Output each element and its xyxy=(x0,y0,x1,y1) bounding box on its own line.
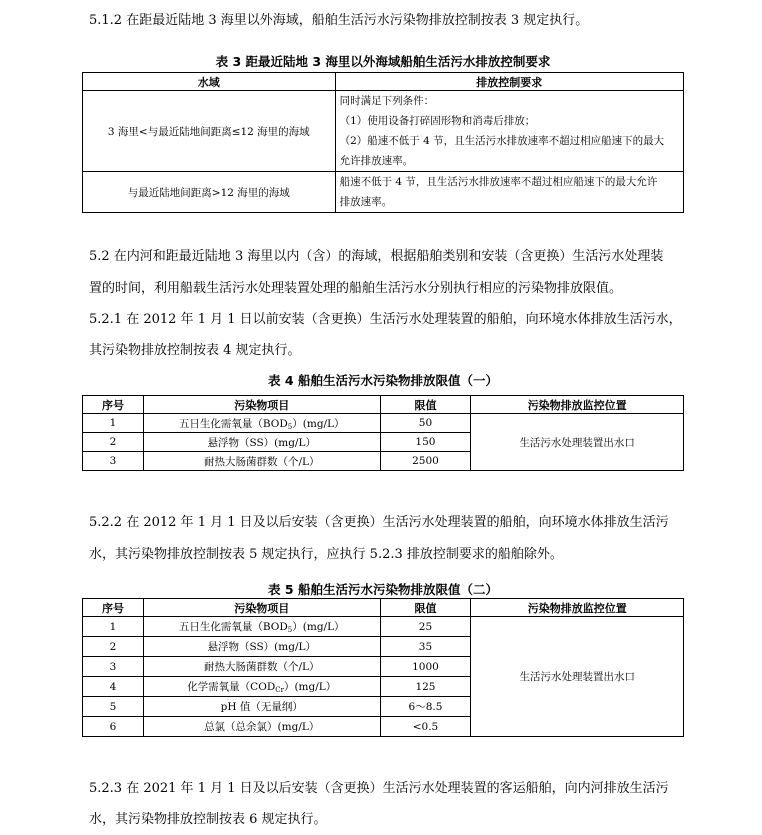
row-item: 五日生化需氧量$(BOD_5)(mg/L)$ xyxy=(143,617,380,637)
table5-header-location: 污染物排放监控位置 xyxy=(471,599,684,617)
table3-caption: 表 3 距最近陆地 3 海里以外海域船舶生活污水排放控制要求 xyxy=(215,54,551,69)
row-limit: 1000 xyxy=(380,657,471,677)
paragraph-5-2-1-line2: 其污染物排放控制按表 4 规定执行。 xyxy=(89,343,301,358)
row-no: 3 xyxy=(83,657,144,677)
table5-header-no: 序号 xyxy=(83,599,144,617)
row-limit: 150 xyxy=(380,433,471,452)
table5 xyxy=(82,598,684,737)
row-no: 5 xyxy=(83,697,144,717)
req-line: （1）使用设备打碎固形物和消毒后排放； xyxy=(339,115,536,127)
row-limit: <0.5 xyxy=(380,717,471,737)
paragraph-5-2-3-line2: 水，其污染物排放控制按表 6 规定执行。 xyxy=(89,812,327,827)
monitor-location: 生活污水处理装置出水口 xyxy=(471,414,684,471)
paragraph-5-2-3-line1: 5.2.3 在 2021 年 1 月 1 日及以后安装（含更换）生活污水处理装置的客运船舶，向内河排放生活污 xyxy=(89,781,669,796)
row-item: 耐热大肠菌群数（个/L） xyxy=(143,657,380,677)
row-limit: 25 xyxy=(380,617,471,637)
req-line: 船速不低于 4 节，且生活污水排放速率不超过相应船速下的最大允许 xyxy=(339,176,658,188)
paragraph-5-2-2-line2: 水，其污染物排放控制按表 5 规定执行，应执行 5.2.3 排放控制要求的船舶除外。 xyxy=(89,547,563,562)
table-row xyxy=(83,414,684,433)
table4-caption: 表 4 船舶生活污水污染物排放限值（一） xyxy=(268,373,498,388)
row-item: 耐热大肠菌群数（个/L） xyxy=(143,452,380,471)
row-limit: 50 xyxy=(380,414,471,433)
req-line: 同时满足下列条件： xyxy=(339,95,435,107)
paragraph-5-2-2-line1: 5.2.2 在 2012 年 1 月 1 日及以后安装（含更换）生活污水处理装置的船舶，向环境水体排放生活污 xyxy=(89,515,669,530)
req-line: 排放速率。 xyxy=(339,196,393,208)
monitor-location: 生活污水处理装置出水口 xyxy=(471,617,684,737)
table3-req-cell xyxy=(335,172,683,213)
row-no: 2 xyxy=(83,433,144,452)
row-item: 悬浮物（SS）(mg/L） xyxy=(143,637,380,657)
row-limit: 6～8.5 xyxy=(380,697,471,717)
table-row xyxy=(83,617,684,637)
row-item: pH 值（无量纲） xyxy=(143,697,380,717)
row-item: 五日生化需氧量$(BOD_5)(mg/L)$ xyxy=(143,414,380,433)
table3 xyxy=(82,72,684,213)
table5-caption: 表 5 船舶生活污水污染物排放限值（二） xyxy=(268,582,498,597)
row-no: 2 xyxy=(83,637,144,657)
table3-area-cell: 与最近陆地间距离>12 海里的海域 xyxy=(83,172,336,213)
table4-header-location: 污染物排放监控位置 xyxy=(471,396,684,414)
table4 xyxy=(82,395,684,471)
paragraph-5-2-1-line1: 5.2.1 在 2012 年 1 月 1 日以前安装（含更换）生活污水处理装置的船舶，向环境水体排放生活污水， xyxy=(89,312,682,327)
table4-header-item: 污染物项目 xyxy=(143,396,380,414)
req-line: 允许排放速率。 xyxy=(339,155,414,167)
paragraph-5-1-2: 5.1.2 在距最近陆地 3 海里以外海域，船舶生活污水污染物排放控制按表 3 规定执行。 xyxy=(89,13,589,28)
row-limit: 125 xyxy=(380,677,471,697)
row-no: 4 xyxy=(83,677,144,697)
table5-header-limit: 限值 xyxy=(380,599,471,617)
row-item: 总氯（总余氯）(mg/L） xyxy=(143,717,380,737)
row-limit: 35 xyxy=(380,637,471,657)
paragraph-5-2-line1: 5.2 在内河和距最近陆地 3 海里以内（含）的海域，根据船舶类别和安装（含更换）生活污水处理装 xyxy=(89,249,664,264)
req-line: （2）船速不低于 4 节，且生活污水排放速率不超过相应船速下的最大 xyxy=(339,135,665,147)
row-item: 化学需氧量$(COD_{Cr})(mg/L)$ xyxy=(143,677,380,697)
table3-req-cell xyxy=(335,91,683,172)
row-no: 1 xyxy=(83,414,144,433)
table3-area-cell: 3 海里<与最近陆地间距离≤12 海里的海域 xyxy=(83,91,336,172)
table4-header-no: 序号 xyxy=(83,396,144,414)
row-no: 3 xyxy=(83,452,144,471)
table5-header-item: 污染物项目 xyxy=(143,599,380,617)
table4-header-limit: 限值 xyxy=(380,396,471,414)
table3-header-req: 排放控制要求 xyxy=(335,73,683,91)
paragraph-5-2-line2: 置的时间，利用船载生活污水处理装置处理的船舶生活污水分别执行相应的污染物排放限值。 xyxy=(89,281,623,296)
row-no: 6 xyxy=(83,717,144,737)
row-limit: 2500 xyxy=(380,452,471,471)
row-no: 1 xyxy=(83,617,144,637)
row-item: 悬浮物（SS）(mg/L） xyxy=(143,433,380,452)
table3-header-area: 水域 xyxy=(83,73,336,91)
